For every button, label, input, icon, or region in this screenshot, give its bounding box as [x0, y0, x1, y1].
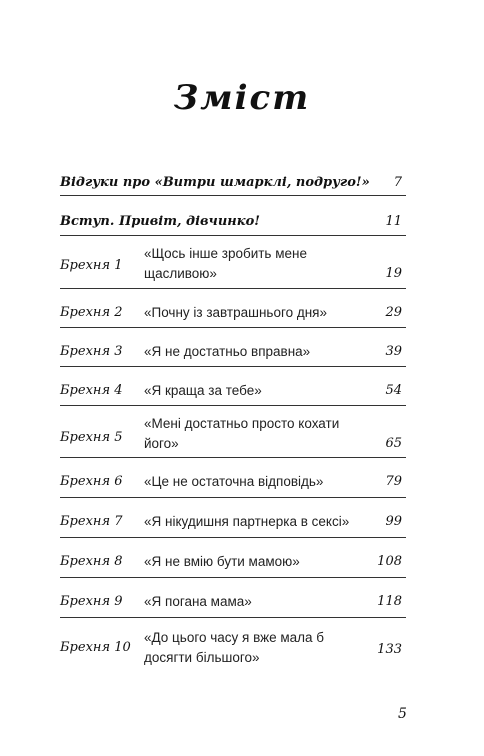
- toc-page-number: 7: [393, 175, 402, 190]
- toc-page-number: 79: [385, 474, 402, 489]
- toc-lie-label: Брехня 5: [60, 430, 123, 445]
- toc-row[interactable]: [60, 578, 406, 618]
- toc-entry-title: «Це не остаточна відповідь»: [144, 474, 324, 489]
- toc-entry-title: «Я погана мама»: [144, 594, 252, 609]
- toc-lie-label: Брехня 9: [60, 594, 123, 609]
- toc-page-number: 29: [385, 305, 402, 320]
- toc-page-number: 19: [385, 266, 402, 281]
- toc-lie-label: Брехня 6: [60, 474, 123, 489]
- toc-lie-label: Брехня 1: [60, 258, 123, 273]
- table-of-contents: [60, 166, 406, 670]
- toc-row[interactable]: [60, 406, 406, 458]
- toc-entry-title: Вступ. Привіт, дівчинко!: [60, 214, 260, 229]
- toc-entry-title: «Я нікудишня партнерка в сексі»: [144, 514, 350, 529]
- page-title: Зміст: [173, 78, 311, 118]
- toc-lie-label: Брехня 7: [60, 514, 123, 529]
- toc-entry-title: «До цього часу я вже мала б досягти більшого»: [144, 630, 325, 665]
- toc-page-number: 54: [385, 383, 402, 398]
- toc-page-number: 39: [385, 344, 402, 359]
- toc-entry-title: «Я не вмію бути мамою»: [144, 554, 300, 569]
- toc-row[interactable]: [60, 289, 406, 328]
- toc-page-number: 118: [377, 594, 402, 609]
- toc-row[interactable]: [60, 498, 406, 538]
- toc-row[interactable]: [60, 618, 406, 670]
- toc-entry-title: «Почну із завтрашнього дня»: [144, 305, 327, 320]
- toc-page-number: 99: [385, 514, 402, 529]
- toc-lie-label: Брехня 3: [60, 344, 123, 359]
- toc-page-number: 11: [385, 214, 402, 229]
- toc-entry-title: «Щось інше зробить мене щасливою»: [144, 246, 307, 281]
- toc-row-intro[interactable]: [60, 196, 406, 236]
- toc-lie-label: Брехня 10: [60, 640, 131, 655]
- toc-row[interactable]: [60, 328, 406, 367]
- toc-lie-label: Брехня 2: [60, 305, 123, 320]
- toc-page-number: 65: [385, 436, 402, 451]
- toc-entry-title: «Мені достатньо просто кохати його»: [144, 416, 340, 451]
- toc-lie-label: Брехня 8: [60, 554, 123, 569]
- toc-row[interactable]: [60, 236, 406, 289]
- toc-page-number: 133: [377, 642, 402, 657]
- toc-row[interactable]: [60, 458, 406, 498]
- toc-entry-title: «Я краща за тебе»: [144, 383, 262, 398]
- toc-entry-title: Відгуки про «Витри шмарклі, подруго!»: [60, 175, 370, 190]
- toc-row[interactable]: [60, 367, 406, 406]
- toc-row-reviews[interactable]: [60, 166, 406, 196]
- toc-lie-label: Брехня 4: [60, 383, 123, 398]
- toc-entry-title: «Я не достатньо вправна»: [144, 344, 311, 359]
- toc-page-number: 108: [377, 554, 402, 569]
- toc-row[interactable]: [60, 538, 406, 578]
- page-number: 5: [398, 706, 407, 722]
